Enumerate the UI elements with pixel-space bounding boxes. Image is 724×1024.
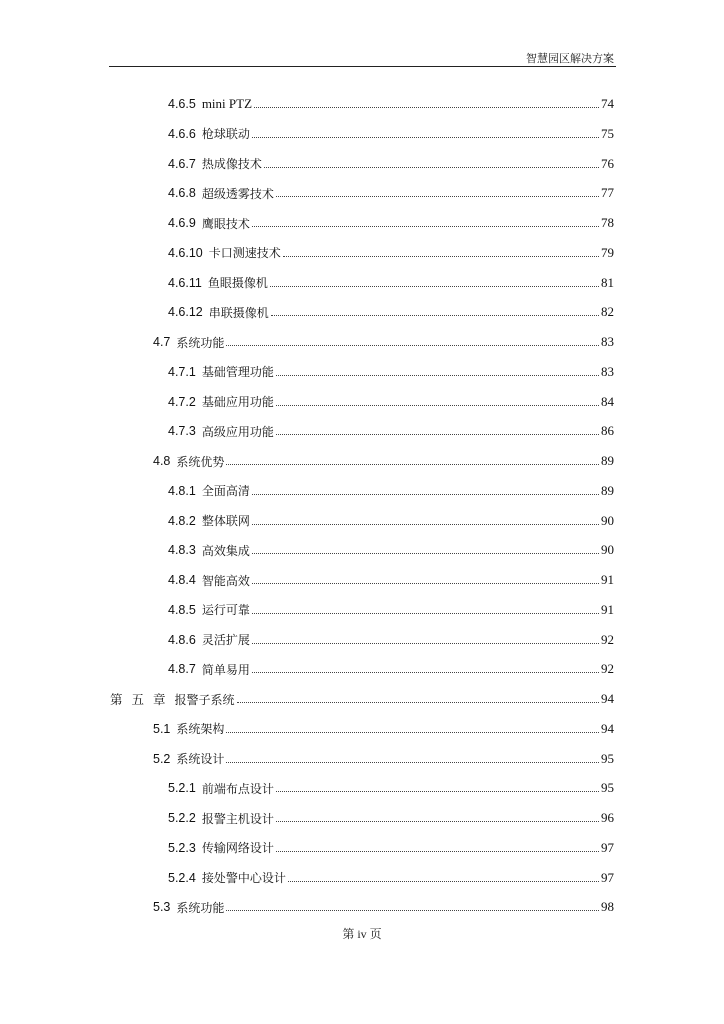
toc-entry[interactable] — [110, 689, 614, 709]
toc-entry-number: 5.2.4 — [168, 870, 196, 885]
toc-entry-title: 灵活扩展 — [201, 633, 250, 647]
toc-entry-page: 75 — [601, 125, 614, 141]
toc-entry[interactable] — [168, 154, 614, 174]
toc-entry-number: 4.6.11 — [168, 275, 202, 290]
toc-entry-page: 91 — [601, 572, 614, 587]
toc-entry[interactable] — [168, 481, 614, 501]
toc-dot-leader — [264, 166, 599, 168]
toc-entry[interactable] — [153, 897, 614, 917]
toc-entry-page: 95 — [601, 750, 614, 766]
toc-dot-leader — [252, 225, 599, 227]
toc-entry[interactable] — [168, 868, 614, 888]
toc-entry-title: 前端布点设计 — [201, 781, 274, 796]
toc-entry-page: 90 — [601, 542, 614, 558]
toc-dot-leader — [237, 701, 599, 703]
toc-dot-leader — [254, 106, 599, 108]
toc-entry-title: 高级应用功能 — [201, 424, 274, 439]
toc-entry[interactable] — [168, 600, 614, 620]
toc-entry-title: mini PTZ — [201, 96, 253, 111]
header-rule — [109, 66, 616, 67]
toc-entry-number: 4.6.10 — [168, 245, 203, 260]
toc-entry[interactable] — [168, 94, 614, 114]
toc-entry[interactable] — [168, 183, 614, 203]
toc-entry-title: 简单易用 — [201, 662, 250, 677]
toc-dot-leader — [252, 493, 599, 495]
toc-entry[interactable] — [168, 362, 614, 382]
toc-entry-page: 92 — [601, 631, 614, 647]
toc-dot-leader — [252, 582, 599, 584]
toc-entry[interactable] — [168, 213, 614, 233]
toc-entry-number: 5.2.2 — [168, 811, 196, 825]
toc-dot-leader — [252, 136, 599, 138]
toc-dot-leader — [276, 820, 599, 822]
toc-entry-number: 4.6.8 — [168, 186, 196, 201]
toc-dot-leader — [276, 404, 599, 406]
toc-entry-number: 4.6.5 — [168, 97, 196, 111]
toc-entry[interactable] — [168, 511, 614, 531]
toc-entry-title: 传输网络设计 — [201, 841, 274, 856]
toc-entry[interactable] — [168, 243, 614, 263]
toc-entry-page: 95 — [601, 780, 614, 796]
toc-dot-leader — [226, 909, 599, 911]
toc-entry-page: 77 — [601, 185, 614, 201]
toc-entry[interactable] — [153, 451, 614, 471]
toc-entry-number: 4.6.7 — [168, 156, 196, 171]
toc-entry[interactable] — [168, 540, 614, 560]
toc-entry-title: 热成像技术 — [201, 157, 262, 171]
toc-entry-number: 5.3 — [153, 900, 171, 915]
toc-entry-title: 卡口测速技术 — [208, 246, 281, 261]
toc-entry-number: 第五章 — [110, 693, 175, 707]
toc-entry-title: 枪球联动 — [201, 127, 250, 142]
toc-entry-page: 97 — [601, 839, 614, 855]
toc-entry[interactable] — [168, 392, 614, 412]
toc-entry[interactable] — [168, 808, 614, 828]
toc-entry[interactable] — [168, 570, 614, 590]
toc-entry-number: 4.6.6 — [168, 126, 196, 141]
toc-entry-number: 4.8.3 — [168, 543, 196, 558]
toc-entry[interactable] — [168, 659, 614, 679]
toc-entry-page: 94 — [601, 691, 614, 706]
toc-entry-number: 5.2.3 — [168, 840, 196, 855]
toc-dot-leader — [276, 850, 599, 852]
toc-entry-page: 96 — [601, 810, 614, 825]
toc-entry-number: 4.8.5 — [168, 602, 196, 617]
toc-entry-title: 系统优势 — [176, 454, 225, 469]
toc-entry-page: 97 — [601, 869, 614, 885]
toc-entry-title: 系统功能 — [176, 335, 225, 350]
toc-entry-number: 4.7.2 — [168, 394, 196, 409]
toc-entry-page: 98 — [601, 899, 614, 915]
toc-entry-title: 鱼眼摄像机 — [207, 276, 268, 290]
toc-entry-page: 81 — [601, 274, 614, 290]
page-number: 第 iv 页 — [342, 927, 382, 941]
toc-entry-page: 82 — [601, 304, 614, 320]
toc-entry[interactable] — [168, 630, 614, 650]
toc-dot-leader — [252, 552, 599, 554]
toc-entry[interactable] — [168, 273, 614, 293]
toc-dot-leader — [283, 255, 599, 257]
toc-dot-leader — [252, 642, 599, 644]
toc-entry-number: 4.8.2 — [168, 513, 196, 528]
toc-entry-number: 4.8.6 — [168, 632, 196, 647]
toc-entry[interactable] — [168, 421, 614, 441]
toc-entry-page: 83 — [601, 334, 614, 349]
toc-dot-leader — [226, 463, 599, 465]
toc-entry-title: 系统架构 — [176, 722, 225, 737]
toc-entry-title: 高效集成 — [201, 543, 250, 558]
toc-entry-page: 83 — [601, 363, 614, 379]
toc-entry-page: 74 — [601, 96, 614, 111]
toc-entry-number: 5.2 — [153, 751, 171, 766]
toc-entry-page: 76 — [601, 155, 614, 171]
toc-entry-page: 79 — [601, 244, 614, 260]
toc-entry-page: 86 — [601, 423, 614, 439]
toc-entry-page: 89 — [601, 482, 614, 498]
toc-entry-number: 5.2.1 — [168, 781, 196, 796]
toc-entry-number: 4.8.4 — [168, 573, 196, 587]
toc-dot-leader — [226, 731, 599, 733]
toc-entry-number: 4.7.3 — [168, 424, 196, 439]
toc-entry-title: 系统功能 — [176, 900, 225, 915]
toc-entry-title: 基础应用功能 — [201, 395, 274, 409]
toc-entry-page: 78 — [601, 215, 614, 230]
toc-entry-page: 92 — [601, 661, 614, 677]
toc-entry-number: 4.7 — [153, 335, 171, 349]
toc-entry[interactable] — [168, 838, 614, 858]
toc-entry[interactable] — [153, 719, 614, 739]
toc-entry-number: 4.8.1 — [168, 483, 196, 498]
toc-dot-leader — [276, 433, 599, 435]
toc-entry[interactable] — [168, 124, 614, 144]
toc-entry[interactable] — [153, 332, 614, 352]
toc-entry-title: 整体联网 — [201, 514, 250, 528]
toc-entry-number: 4.8 — [153, 454, 171, 468]
toc-entry-number: 4.8.7 — [168, 662, 196, 677]
toc-entry-title: 基础管理功能 — [201, 365, 274, 380]
toc-entry[interactable] — [168, 302, 614, 322]
header-title: 智慧园区解决方案 — [526, 52, 614, 65]
toc-dot-leader — [271, 314, 599, 316]
toc-entry-page: 94 — [601, 720, 614, 736]
toc-entry-page: 91 — [601, 601, 614, 617]
toc-dot-leader — [252, 671, 599, 673]
toc-entry-title: 运行可靠 — [201, 603, 250, 618]
toc-entry-title: 智能高效 — [201, 573, 250, 588]
toc-entry-page: 89 — [601, 453, 614, 468]
toc-entry-number: 4.7.1 — [168, 364, 196, 379]
toc-entry-number: 5.1 — [153, 721, 171, 736]
toc-entry-page: 90 — [601, 512, 614, 528]
toc-entry-title: 接处警中心设计 — [201, 871, 286, 885]
toc-entry-number: 4.6.12 — [168, 305, 203, 320]
toc-entry-title: 报警主机设计 — [201, 811, 274, 826]
toc-dot-leader — [252, 523, 599, 525]
toc-dot-leader — [276, 195, 599, 197]
toc-dot-leader — [226, 344, 599, 346]
toc-entry[interactable] — [168, 778, 614, 798]
toc-entry-title: 全面高清 — [201, 484, 250, 499]
toc-dot-leader — [276, 374, 599, 376]
toc-dot-leader — [226, 761, 599, 763]
toc-entry[interactable] — [153, 749, 614, 769]
toc-entry-title: 串联摄像机 — [208, 305, 269, 320]
toc-dot-leader — [288, 880, 599, 882]
toc-entry-number: 4.6.9 — [168, 216, 196, 230]
toc-dot-leader — [276, 790, 599, 792]
toc-entry-title: 鹰眼技术 — [201, 216, 250, 231]
toc-entry-title: 系统设计 — [176, 752, 225, 766]
toc-entry-page: 84 — [601, 393, 614, 409]
toc-dot-leader — [270, 285, 599, 287]
toc-dot-leader — [252, 612, 599, 614]
toc-entry-title: 超级透雾技术 — [201, 186, 274, 201]
toc-entry-title: 报警子系统 — [174, 692, 235, 707]
